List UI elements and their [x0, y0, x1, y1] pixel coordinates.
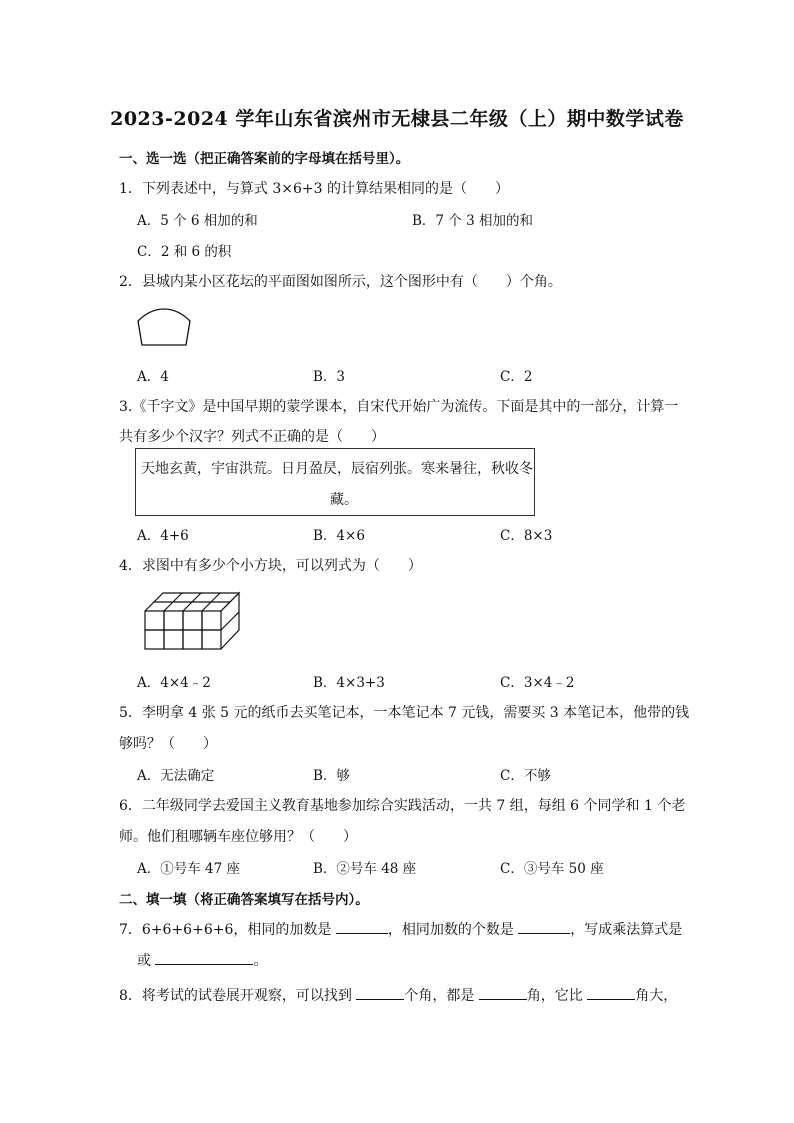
- passage-line-1: 天地玄黄，宇宙洪荒。日月盈昃，辰宿列张。寒来暑往，秋收冬: [141, 461, 533, 477]
- question-7-line-2: [137, 950, 267, 970]
- question-5-option-a[interactable]: A．无法确定: [137, 768, 215, 784]
- question-7-blank-3[interactable]: [155, 950, 253, 965]
- passage-line-2: 藏。: [330, 492, 358, 508]
- question-7-text-1: 7．6+6+6+6+6，相同的加数是: [119, 922, 336, 938]
- question-8-text-3: 角，它比: [526, 988, 588, 1004]
- question-7-text-2: ，相同加数的个数是: [387, 922, 519, 938]
- question-5-option-b[interactable]: B．够: [313, 768, 350, 784]
- question-8-text-2: 个角，都是: [404, 988, 479, 1004]
- question-7-blank-1[interactable]: [336, 919, 388, 934]
- question-6-option-a[interactable]: A．①号车 47 座: [137, 861, 241, 877]
- question-3-option-c[interactable]: C．8×3: [500, 528, 553, 544]
- question-3-option-b[interactable]: B．4×6: [313, 528, 365, 544]
- question-8-text-1: 8．将考试的试卷展开观察，可以找到: [119, 988, 357, 1004]
- question-4-option-a[interactable]: A．4×4﹣2: [137, 675, 211, 691]
- question-3-option-a[interactable]: A．4+6: [137, 528, 189, 544]
- question-2-stem: 2．县城内某小区花坛的平面图如图所示，这个图形中有（ ）个角。: [119, 274, 562, 290]
- question-7-text-3: ，写成乘法算式是: [570, 922, 683, 938]
- question-1-option-c[interactable]: C．2 和 6 的积: [137, 244, 232, 260]
- question-3-stem-line-1: 3.《千字文》是中国早期的蒙学课本，自宋代开始广为流传。下面是其中的一部分，计算一: [119, 399, 679, 415]
- question-7-line-1: [119, 919, 682, 939]
- question-4-option-c[interactable]: C．3×4﹣2: [500, 675, 575, 691]
- qianziwen-passage-box: [135, 448, 535, 516]
- question-2-option-c[interactable]: C．2: [500, 369, 533, 385]
- question-7-text-5: 。: [253, 953, 268, 969]
- question-4-stem: 4．求图中有多少个小方块，可以列式为（ ）: [119, 558, 422, 574]
- question-6-option-c[interactable]: C．③号车 50 座: [500, 861, 604, 877]
- question-5-stem-line-1: 5．李明拿 4 张 5 元的纸币去买笔记本，一本笔记本 7 元钱，需要买 3 本笔记本，他带的钱: [119, 705, 690, 721]
- question-6-option-b[interactable]: B．②号车 48 座: [313, 861, 417, 877]
- question-2-option-b[interactable]: B．3: [313, 369, 346, 385]
- question-4-option-b[interactable]: B．4×3+3: [313, 675, 385, 691]
- section-1-heading: 一、选一选（把正确答案前的字母填在括号里）。: [119, 151, 410, 167]
- question-1-option-a[interactable]: A．5 个 6 相加的和: [137, 213, 258, 229]
- question-8-blank-1[interactable]: [356, 985, 404, 1000]
- question-6-stem-line-1: 6．二年级同学去爱国主义教育基地参加综合实践活动，一共 7 组，每组 6 个同学和 1 个老: [119, 798, 686, 814]
- section-2-heading: 二、填一填（将正确答案填写在括号内）。: [119, 892, 369, 908]
- question-6-stem-line-2: 师。他们租哪辆车座位够用？（ ）: [119, 829, 357, 845]
- question-7-text-4: 或: [137, 953, 156, 969]
- question-8-line-1: [119, 985, 677, 1005]
- question-8-blank-2[interactable]: [479, 985, 527, 1000]
- question-1-option-b[interactable]: B．7 个 3 相加的和: [412, 213, 533, 229]
- question-7-blank-2[interactable]: [518, 919, 570, 934]
- question-8-blank-3[interactable]: [587, 985, 635, 1000]
- pentagon-figure: [136, 307, 192, 347]
- question-5-option-c[interactable]: C．不够: [500, 768, 551, 784]
- question-8-text-4: 角大，: [635, 988, 678, 1004]
- cube-blocks-figure: [144, 592, 244, 650]
- question-2-option-a[interactable]: A．4: [137, 369, 169, 385]
- page-title: 2023-2024 学年山东省滨州市无棣县二年级（上）期中数学试卷: [110, 108, 684, 130]
- question-1-stem: 1．下列表述中，与算式 3×6+3 的计算结果相同的是（ ）: [119, 181, 509, 197]
- question-5-stem-line-2: 够吗？（ ）: [119, 736, 217, 752]
- question-3-stem-line-2: 共有多少个汉字？列式不正确的是（ ）: [119, 429, 385, 445]
